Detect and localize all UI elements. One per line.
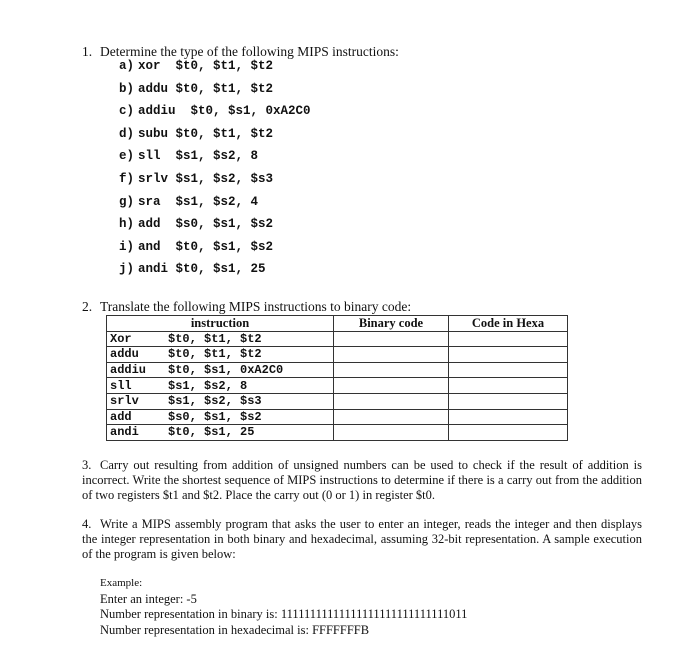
list-item: h) add $s0, $s1, $s2 bbox=[119, 217, 274, 232]
hex-cell[interactable] bbox=[449, 425, 568, 441]
hex-cell[interactable] bbox=[449, 331, 568, 347]
example-line: Number representation in hexadecimal is: FFFFFFFB bbox=[100, 622, 370, 637]
row-opcode: Xor bbox=[107, 331, 166, 347]
list-item: f) srlv $s1, $s2, $s3 bbox=[119, 171, 274, 186]
question-4-text: Write a MIPS assembly program that asks the user to enter an integer, reads the integer and then displays the integer representation in both binary and hexadecimal, assuming 32-bit representation. A sample execution of the program is given below: bbox=[82, 517, 642, 561]
hex-cell[interactable] bbox=[449, 347, 568, 363]
question-3-number: 3. bbox=[82, 458, 92, 472]
table-row bbox=[107, 425, 568, 441]
table-row bbox=[107, 393, 568, 409]
row-operands: $s0, $s1, $s2 bbox=[165, 409, 334, 425]
question-2-number: 2. bbox=[82, 299, 93, 314]
example-block bbox=[100, 576, 467, 638]
example-line: Number representation in binary is: 11111111111111111111111111111011 bbox=[100, 607, 468, 621]
header-hex: Code in Hexa bbox=[449, 316, 568, 332]
example-title: Example: bbox=[100, 577, 143, 589]
list-item: j) andi $t0, $s1, 25 bbox=[119, 262, 266, 277]
table-row bbox=[107, 362, 568, 378]
row-opcode: addiu bbox=[107, 362, 166, 378]
row-operands: $s1, $s2, $s3 bbox=[165, 393, 334, 409]
list-item: b) addu $t0, $t1, $t2 bbox=[119, 81, 274, 96]
table-header-row bbox=[107, 316, 568, 332]
table-row bbox=[107, 378, 568, 394]
question-3-text: Carry out resulting from addition of unsigned numbers can be used to check if the result of addition is incorrect. Write the shortest sequence of MIPS instructions to determine if there is a carry out from the addition of two registers $t1 and $t2. Place the carry out (0 or 1) in register $t0. bbox=[82, 458, 642, 502]
hex-cell[interactable] bbox=[449, 393, 568, 409]
row-operands: $s1, $s2, 8 bbox=[165, 378, 334, 394]
row-opcode: sll bbox=[107, 378, 166, 394]
translation-table bbox=[106, 315, 568, 441]
list-item: a) xor $t0, $t1, $t2 bbox=[119, 59, 274, 73]
binary-cell[interactable] bbox=[334, 362, 449, 378]
hex-cell[interactable] bbox=[449, 409, 568, 425]
question-4 bbox=[82, 517, 642, 562]
header-instruction: instruction bbox=[107, 316, 334, 332]
row-opcode: add bbox=[107, 409, 166, 425]
row-opcode: andi bbox=[107, 425, 166, 441]
list-item: g) sra $s1, $s2, 4 bbox=[119, 194, 259, 209]
list-item: c) addiu $t0, $s1, 0xA2C0 bbox=[119, 104, 311, 119]
binary-cell[interactable] bbox=[334, 331, 449, 347]
question-2-prompt: Translate the following MIPS instructions to binary code: bbox=[100, 299, 412, 314]
instruction-list bbox=[119, 57, 311, 283]
hex-cell[interactable] bbox=[449, 378, 568, 394]
table-row bbox=[107, 347, 568, 363]
hex-cell[interactable] bbox=[449, 362, 568, 378]
list-item: d) subu $t0, $t1, $t2 bbox=[119, 126, 274, 141]
binary-cell[interactable] bbox=[334, 378, 449, 394]
binary-cell[interactable] bbox=[334, 393, 449, 409]
question-1-number: 1. bbox=[82, 44, 93, 59]
question-4-number: 4. bbox=[82, 517, 92, 531]
binary-cell[interactable] bbox=[334, 425, 449, 441]
row-opcode: addu bbox=[107, 347, 166, 363]
row-operands: $t0, $s1, 0xA2C0 bbox=[165, 362, 334, 378]
table-row bbox=[107, 331, 568, 347]
list-item: i) and $t0, $s1, $s2 bbox=[119, 239, 274, 254]
list-item: e) sll $s1, $s2, 8 bbox=[119, 149, 259, 164]
header-binary: Binary code bbox=[334, 316, 449, 332]
question-3 bbox=[82, 458, 642, 503]
table-row bbox=[107, 409, 568, 425]
row-opcode: srlv bbox=[107, 393, 166, 409]
row-operands: $t0, $t1, $t2 bbox=[165, 347, 334, 363]
question-2 bbox=[82, 299, 411, 315]
row-operands: $t0, $s1, 25 bbox=[165, 425, 334, 441]
row-operands: $t0, $t1, $t2 bbox=[165, 331, 334, 347]
example-line: Enter an integer: -5 bbox=[100, 591, 197, 606]
question-1-prompt: Determine the type of the following MIPS instructions: bbox=[100, 44, 399, 59]
binary-cell[interactable] bbox=[334, 347, 449, 363]
binary-cell[interactable] bbox=[334, 409, 449, 425]
